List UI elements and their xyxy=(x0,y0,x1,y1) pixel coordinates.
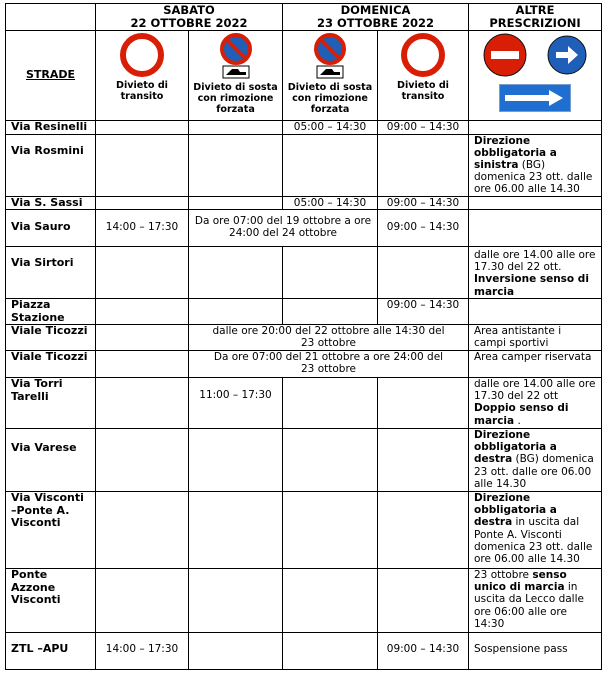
prescription-bold: Direzione obbligatoria a sinistra xyxy=(474,134,557,171)
mandatory-right-icon xyxy=(547,35,587,75)
sun-transit-time: 09:00 – 14:30 xyxy=(378,121,469,135)
header-empty-cell xyxy=(6,4,96,31)
prescription-text: dalle ore 14.00 alle ore 17.30 del 22 ott. xyxy=(474,249,596,274)
other-prescription xyxy=(469,134,602,196)
street-name: Via Varese xyxy=(6,429,96,492)
empty-cell xyxy=(96,134,189,196)
empty-cell xyxy=(283,378,378,429)
empty-cell xyxy=(96,196,189,210)
empty-cell xyxy=(189,134,283,196)
street-name: Via Rosmini xyxy=(6,134,96,196)
table-row-sirtori xyxy=(6,247,602,299)
table-row-piazza-stazione xyxy=(6,299,602,325)
prescription-bold: Doppio senso di marcia xyxy=(474,402,569,427)
empty-cell xyxy=(378,569,469,633)
no-parking-tow-icon xyxy=(308,33,352,79)
empty-cell xyxy=(189,429,283,492)
empty-cell xyxy=(378,247,469,299)
no-entry-icon xyxy=(483,33,527,77)
sun-transit-sign-cell xyxy=(378,31,469,121)
sun-parking-time: 05:00 – 14:30 xyxy=(283,121,378,135)
table-row-ztl-apu xyxy=(6,633,602,670)
header-row-signs xyxy=(6,31,602,121)
empty-cell xyxy=(469,299,602,325)
table-row-sauro xyxy=(6,210,602,247)
street-name: Via Sirtori xyxy=(6,247,96,299)
no-transit-icon xyxy=(120,33,164,77)
parking-span-text: dalle ore 20:00 del 22 ottobre alle 14:30 del 23 ottobre xyxy=(189,325,469,351)
header-other xyxy=(469,4,602,31)
street-name: ZTL –APU xyxy=(6,633,96,670)
prescription-bold: Direzione obbligatoria a destra xyxy=(474,492,557,529)
empty-cell xyxy=(96,247,189,299)
street-name: Viale Ticozzi xyxy=(6,325,96,351)
header-saturday-date: 22 OTTOBRE 2022 xyxy=(130,16,248,30)
street-name: Via Sauro xyxy=(6,210,96,247)
street-name: Piazza Stazione xyxy=(6,299,96,325)
header-other-label: ALTRE xyxy=(515,3,555,17)
sat-transit-sign-cell xyxy=(96,31,189,121)
empty-cell xyxy=(189,299,283,325)
empty-cell xyxy=(189,196,283,210)
table-row-visconti xyxy=(6,492,602,569)
other-prescription xyxy=(469,378,602,429)
empty-cell xyxy=(378,492,469,569)
empty-cell xyxy=(96,325,189,351)
empty-cell xyxy=(283,429,378,492)
street-name: Via Visconti –Ponte A. Visconti xyxy=(6,492,96,569)
header-sunday xyxy=(283,4,469,31)
sat-transit-sign-label: Divieto di transito xyxy=(116,80,168,102)
prescription-text: 23 ottobre xyxy=(474,569,533,582)
empty-cell xyxy=(378,134,469,196)
other-signs-row xyxy=(471,33,599,80)
empty-cell xyxy=(96,429,189,492)
no-parking-tow-icon xyxy=(214,33,258,79)
no-transit-icon xyxy=(401,33,445,77)
header-saturday-label: SABATO xyxy=(163,3,215,17)
empty-cell xyxy=(96,299,189,325)
prescription-text: . xyxy=(514,414,521,427)
header-sunday-date: 23 OTTOBRE 2022 xyxy=(317,16,434,30)
sun-transit-sign-label: Divieto di transito xyxy=(397,80,449,102)
empty-cell xyxy=(96,569,189,633)
other-prescription: Area camper riservata xyxy=(469,351,602,378)
sat-transit-time: 14:00 – 17:30 xyxy=(96,633,189,670)
one-way-arrow-icon xyxy=(499,84,571,112)
sun-transit-time: 09:00 – 14:30 xyxy=(378,210,469,247)
empty-cell xyxy=(189,633,283,670)
sat-transit-time: 14:00 – 17:30 xyxy=(96,210,189,247)
prescription-text: in uscita dal Ponte A. Visconti domenica 23 ott. dalle ore 06.00 alle 14.30 xyxy=(474,516,593,566)
empty-cell xyxy=(283,492,378,569)
street-name: Via Torri Tarelli xyxy=(6,378,96,429)
empty-cell xyxy=(378,378,469,429)
prescription-text: (BG) domenica 23 ott. dalle ore 06.00 alle 14.30 xyxy=(474,158,593,196)
sat-parking-sign-label: Divieto di sosta con rimozione forzata xyxy=(193,82,278,115)
sun-transit-time: 09:00 – 14:30 xyxy=(378,299,469,325)
table-row-ponte-azzone xyxy=(6,569,602,633)
table-row-rosmini xyxy=(6,134,602,196)
other-signs-cell xyxy=(469,31,602,121)
header-other-sublabel: PRESCRIZIONI xyxy=(489,16,581,30)
street-name: Ponte Azzone Visconti xyxy=(6,569,96,633)
header-saturday xyxy=(96,4,283,31)
table-row-ticozzi-2 xyxy=(6,351,602,378)
prescription-bold: senso unico di marcia xyxy=(474,569,567,594)
empty-cell xyxy=(96,378,189,429)
header-sunday-label: DOMENICA xyxy=(340,3,411,17)
other-prescription xyxy=(469,429,602,492)
strade-header: STRADE xyxy=(6,31,96,121)
sun-transit-time: 09:00 – 14:30 xyxy=(378,196,469,210)
empty-cell xyxy=(96,351,189,378)
empty-cell xyxy=(283,299,378,325)
empty-cell xyxy=(189,569,283,633)
prescription-bold: Direzione obbligatoria a destra xyxy=(474,429,557,466)
prescription-text: dalle ore 14.00 alle ore 17.30 del 22 ott xyxy=(474,378,596,403)
other-prescription xyxy=(469,569,602,633)
table-row-varese xyxy=(6,429,602,492)
empty-cell xyxy=(283,247,378,299)
sat-parking-sign-cell xyxy=(189,31,283,121)
empty-cell xyxy=(189,492,283,569)
sun-parking-sign-cell xyxy=(283,31,378,121)
sun-transit-time: 09:00 – 14:30 xyxy=(378,633,469,670)
empty-cell xyxy=(283,569,378,633)
other-prescription: Sospensione pass xyxy=(469,633,602,670)
empty-cell xyxy=(469,210,602,247)
other-prescription: Area antistante i campi sportivi xyxy=(469,325,602,351)
sun-parking-sign-label: Divieto di sosta con rimozione forzata xyxy=(287,82,373,115)
empty-cell xyxy=(378,429,469,492)
empty-cell xyxy=(189,121,283,135)
empty-cell xyxy=(469,196,602,210)
empty-cell xyxy=(96,492,189,569)
street-name: Viale Ticozzi xyxy=(6,351,96,378)
parking-span-text: Da ore 07:00 del 19 ottobre a ore 24:00 del 24 ottobre xyxy=(189,210,378,247)
empty-cell xyxy=(96,121,189,135)
street-name: Via Resinelli xyxy=(6,121,96,135)
sat-parking-time: 11:00 – 17:30 xyxy=(189,378,283,429)
empty-cell xyxy=(283,633,378,670)
table-row-ticozzi-1 xyxy=(6,325,602,351)
empty-cell xyxy=(189,247,283,299)
header-row-days xyxy=(6,4,602,31)
empty-cell xyxy=(469,121,602,135)
sun-parking-time: 05:00 – 14:30 xyxy=(283,196,378,210)
traffic-restrictions-table xyxy=(5,3,602,670)
table-row-sassi xyxy=(6,196,602,210)
other-prescription xyxy=(469,247,602,299)
prescription-text: (BG) domenica 23 ott. dalle ore 06.00 alle 14.30 xyxy=(474,453,594,490)
prescription-bold: Inversione senso di marcia xyxy=(474,273,589,298)
empty-cell xyxy=(283,134,378,196)
other-prescription xyxy=(469,492,602,569)
table-row-resinelli xyxy=(6,121,602,135)
parking-span-text: Da ore 07:00 del 21 ottobre a ore 24:00 del 23 ottobre xyxy=(189,351,469,378)
street-name: Via S. Sassi xyxy=(6,196,96,210)
table-row-torri-tarelli xyxy=(6,378,602,429)
prescription-text: in uscita da Lecco dalle ore 06:00 alle ore 14:30 xyxy=(474,581,584,630)
